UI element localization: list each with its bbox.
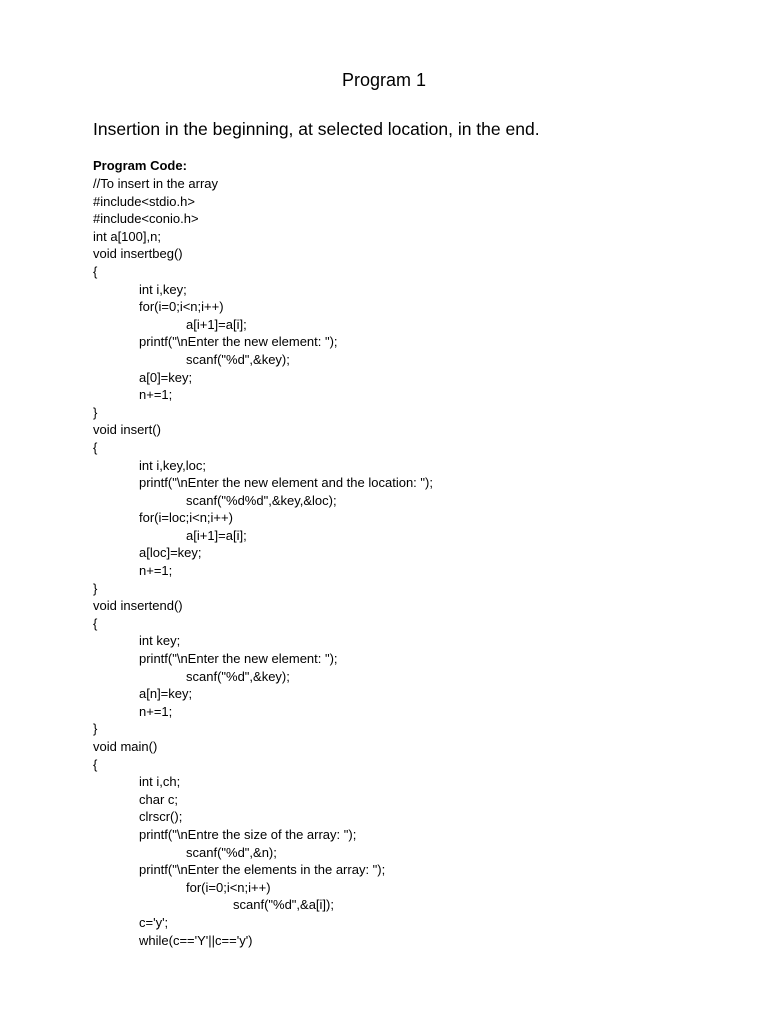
code-line: int a[100],n;	[93, 228, 161, 244]
program-subtitle: Insertion in the beginning, at selected location, in the end.	[93, 119, 540, 139]
code-line: //To insert in the array	[93, 176, 218, 191]
code-line: void insert()	[93, 422, 161, 438]
code-line: scanf("%d",&key);	[186, 351, 290, 367]
code-line: a[i+1]=a[i];	[186, 527, 247, 543]
code-line: scanf("%d",&key);	[186, 668, 290, 684]
code-line: void main()	[93, 739, 158, 754]
code-line: a[0]=key;	[139, 369, 193, 385]
program-code-label: Program Code:	[93, 158, 187, 173]
code-line: int i,key,loc;	[139, 457, 206, 473]
code-line: n+=1;	[139, 387, 173, 403]
code-line: n+=1;	[139, 563, 173, 579]
code-line: for(i=0;i<n;i++)	[139, 299, 224, 315]
code-line: printf("\nEnter the new element: ");	[139, 651, 338, 667]
code-block	[93, 175, 433, 949]
code-line: a[i+1]=a[i];	[186, 316, 247, 332]
code-line: clrscr();	[139, 809, 183, 825]
code-line: printf("\nEnter the new element and the location: ");	[139, 475, 433, 491]
code-line: #include<conio.h>	[93, 211, 199, 227]
code-line: {	[93, 263, 98, 279]
code-line: printf("\nEntre the size of the array: ");	[139, 826, 357, 842]
code-line: while(c=='Y'||c=='y')	[139, 932, 253, 948]
code-line: int key;	[139, 633, 181, 649]
code-line: #include<stdio.h>	[93, 193, 195, 209]
code-line: for(i=0;i<n;i++)	[186, 879, 271, 895]
code-line: printf("\nEnter the elements in the array: ");	[139, 862, 386, 878]
code-line: }	[93, 580, 98, 596]
code-line: scanf("%d",&a[i]);	[233, 897, 334, 913]
code-line: scanf("%d",&n);	[186, 844, 277, 860]
code-line: void insertend()	[93, 598, 183, 614]
program-title: Program 1	[341, 70, 427, 90]
code-line: char c;	[139, 791, 179, 807]
code-line: {	[93, 439, 98, 455]
code-line: int i,key;	[139, 281, 187, 297]
code-line: void insertbeg()	[93, 246, 183, 262]
code-line: }	[93, 404, 98, 420]
code-line: }	[93, 721, 98, 737]
code-line: a[loc]=key;	[139, 545, 202, 561]
code-line: a[n]=key;	[139, 686, 193, 702]
code-line: n+=1;	[139, 703, 173, 719]
code-line: scanf("%d%d",&key,&loc);	[186, 492, 337, 508]
code-line: int i,ch;	[139, 774, 181, 790]
code-line: c='y';	[139, 914, 169, 930]
code-line: printf("\nEnter the new element: ");	[139, 334, 338, 350]
code-line: for(i=loc;i<n;i++)	[139, 510, 233, 526]
code-line: {	[93, 615, 98, 631]
code-line: {	[93, 756, 98, 772]
